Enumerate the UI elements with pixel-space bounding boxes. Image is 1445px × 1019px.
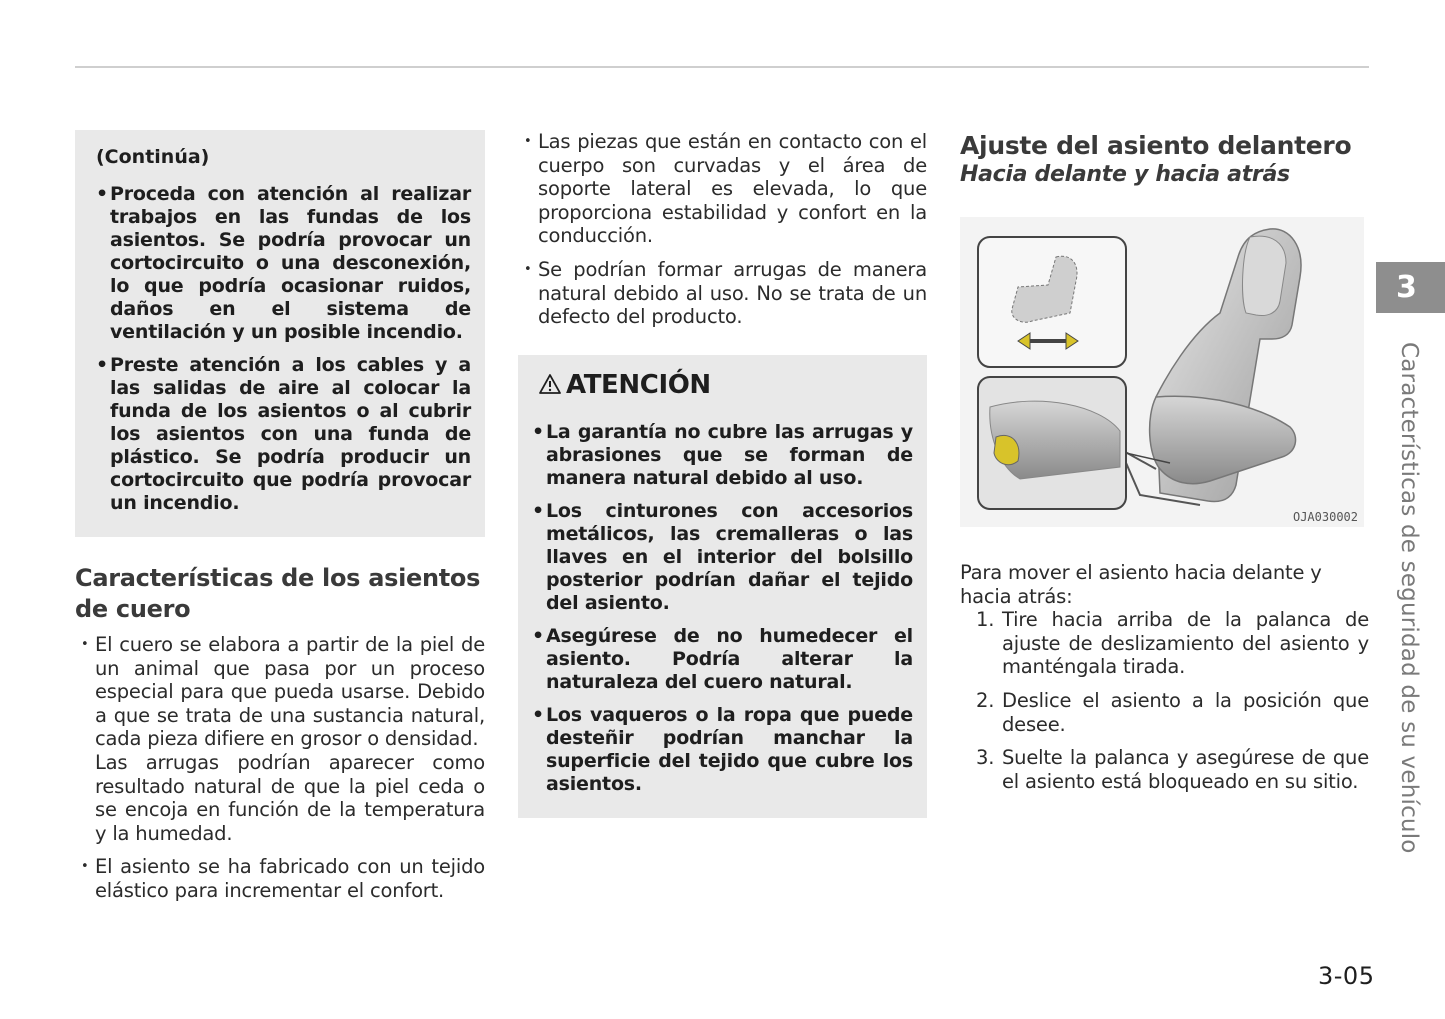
attention-item: • Asegúrese de no humedecer el asiento. Podría alterar la naturaleza del cuero natural. bbox=[532, 625, 913, 694]
chapter-number-tab: 3 bbox=[1376, 262, 1445, 313]
leather-item-text: El cuero se elabora a partir de la piel de un animal que pasa por un proceso especial para que pueda usarse. Debido a que se trata de una sustancia natural, cada pieza difiere en grosor o densidad. bbox=[95, 633, 485, 751]
step-item bbox=[976, 689, 1369, 736]
step-number: 2. bbox=[976, 688, 995, 712]
middle-list bbox=[518, 130, 927, 329]
leather-item bbox=[75, 633, 485, 845]
step-number: 3. bbox=[976, 746, 995, 770]
seat-adjust-intro: Para mover el asiento hacia delante y hacia atrás: bbox=[960, 561, 1322, 608]
seat-cushion-shape bbox=[1150, 396, 1296, 483]
chapter-title: Características de seguridad de su vehículo bbox=[1396, 342, 1422, 854]
step-number: 1. bbox=[976, 608, 995, 632]
warning-triangle-icon bbox=[538, 373, 562, 395]
leather-section-title: Características de los asientos de cuero bbox=[75, 564, 481, 623]
seat-adjust-steps bbox=[960, 608, 1369, 793]
step-item bbox=[976, 746, 1369, 793]
seat-adjust-subtitle: Hacia delante y hacia atrás bbox=[960, 162, 1290, 187]
caution-list bbox=[96, 183, 471, 515]
page-number: 3-05 bbox=[1318, 962, 1375, 990]
step-text: Suelte la palanca y asegúrese de que el asiento está bloqueado en su sitio. bbox=[1002, 746, 1369, 793]
caution-continued-heading: (Continúa) bbox=[96, 146, 210, 168]
middle-column bbox=[518, 130, 927, 818]
seat-figure bbox=[960, 217, 1364, 527]
figure-code: OJA030002 bbox=[1292, 510, 1358, 524]
seat-illustration bbox=[960, 217, 1364, 527]
attention-heading bbox=[538, 369, 913, 401]
right-column bbox=[960, 130, 1369, 803]
middle-list-item: • Se podrían formar arrugas de manera natural debido al uso. No se trata de un defecto del producto. bbox=[518, 258, 927, 329]
left-column bbox=[75, 130, 485, 913]
step-text: Tire hacia arriba de la palanca de ajuste de deslizamiento del asiento y manténgala tirada. bbox=[1002, 608, 1369, 679]
leather-list bbox=[75, 633, 485, 903]
step-text: Deslice el asiento a la posición que desee. bbox=[1002, 688, 1369, 736]
leather-item bbox=[75, 855, 485, 902]
attention-box bbox=[518, 355, 927, 818]
middle-list-item: • Las piezas que están en contacto con el cuerpo son curvadas y el área de soporte lateral es elevada, lo que proporciona estabilidad y confort en la conducción. bbox=[518, 130, 927, 248]
seat-adjust-title: Ajuste del asiento delantero bbox=[960, 131, 1352, 160]
caution-item: • Preste atención a los cables y a las salidas de aire al colocar la funda de los asientos o al cubrir los asientos con una funda de plástico. Se podría producir un cortocircuito que podría provocar un incendio. bbox=[96, 354, 471, 515]
leather-item-continuation: Las arrugas podrían aparecer como resultado natural de que la piel ceda o se encoja en función de la temperatura y la humedad. bbox=[95, 750, 485, 845]
attention-item: • La garantía no cubre las arrugas y abrasiones que se forman de manera natural debido al uso. bbox=[532, 421, 913, 490]
attention-title: ATENCIÓN bbox=[566, 369, 711, 400]
attention-item: • Los vaqueros o la ropa que puede desteñir podrían manchar la superficie del tejido que cubre los asientos. bbox=[532, 704, 913, 796]
top-rule bbox=[75, 66, 1369, 68]
step-item bbox=[976, 608, 1369, 679]
attention-list bbox=[532, 421, 913, 796]
attention-item: • Los cinturones con accesorios metálicos, las cremalleras o las llaves en el interior del bolsillo posterior podrían dañar el tejido del asiento. bbox=[532, 500, 913, 615]
headrest-shape bbox=[1243, 236, 1286, 315]
caution-continued-box bbox=[75, 130, 485, 537]
leather-item-text: El asiento se ha fabricado con un tejido elástico para incrementar el confort. bbox=[95, 855, 485, 902]
caution-item: • Proceda con atención al realizar trabajos en las fundas de los asientos. Se podría provocar un cortocircuito o una desconexión, lo que podría ocasionar ruidos, daños en el sistema de ventilación y un posible incendio. bbox=[96, 183, 471, 344]
